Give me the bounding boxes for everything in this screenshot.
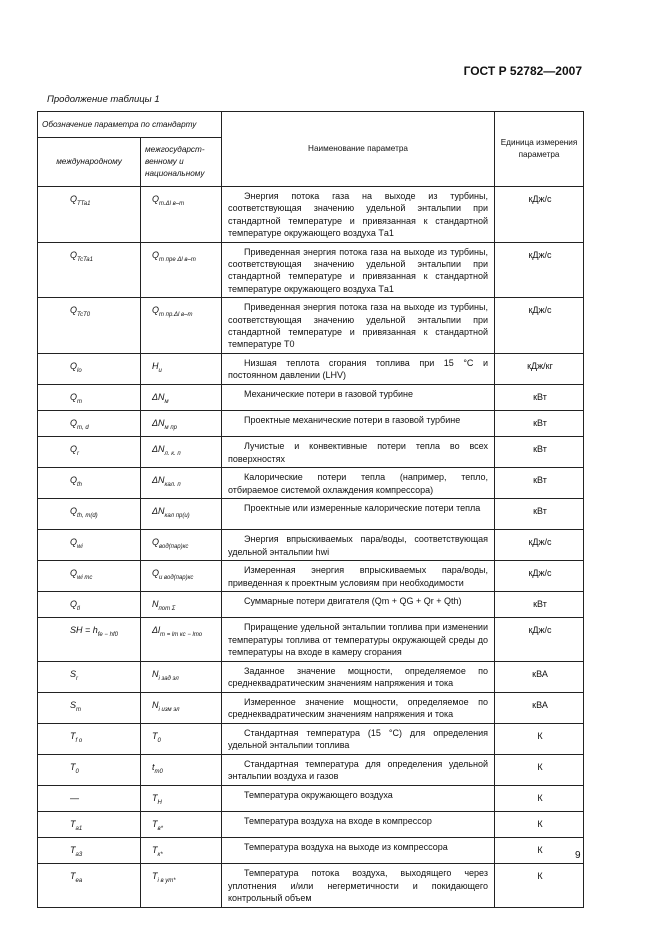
table-row	[38, 785, 584, 811]
national-symbol: $\Delta N_м$	[141, 384, 222, 410]
parameter-name: Температура воздуха на входе в компрессор	[222, 811, 495, 837]
unit: кДж/с	[495, 242, 584, 298]
parameter-name: Энергия впрыскиваемых пара/воды, соответствующая удельной энтальпии hwi	[222, 530, 495, 561]
table-row	[38, 723, 584, 754]
unit: кВт	[495, 437, 584, 468]
intl-symbol: $S_r$	[38, 661, 141, 692]
national-symbol: $\Delta N_{кал. п}$	[141, 468, 222, 499]
intl-symbol: $T_{a3}$	[38, 838, 141, 864]
intl-symbol: SH = $h_{fe - hf0}$	[38, 618, 141, 661]
unit: кВА	[495, 661, 584, 692]
table-row	[38, 561, 584, 592]
table-row	[38, 242, 584, 298]
unit: К	[495, 754, 584, 785]
parameter-name: Суммарные потери двигателя (Qm + QG + Qr + Qth)	[222, 592, 495, 618]
intl-symbol: $Q_{th}$	[38, 468, 141, 499]
parameter-name: Приращение удельной энтальпии топлива при изменении температуры топлива от температуры окружающей среды до температуры на входе в камеру сгорания	[222, 618, 495, 661]
parameter-name: Калорические потери тепла (например, тепло, отбираемое системой охлаждения компрессора)	[222, 468, 495, 499]
parameter-name: Измеренное значение мощности, определяемое по среднеквадратическим значениям напряжения и тока	[222, 692, 495, 723]
unit: кДж/с	[495, 618, 584, 661]
national-symbol: $T_{в*}$	[141, 811, 222, 837]
unit: кДж/с	[495, 187, 584, 243]
unit: кВА	[495, 692, 584, 723]
intl-symbol: $Q_{wi}$	[38, 530, 141, 561]
national-symbol: $T_{i в ут*}$	[141, 864, 222, 907]
page-number: 9	[575, 850, 581, 861]
unit: К	[495, 838, 584, 864]
national-symbol: $\Delta N_{кал пр(и)}$	[141, 499, 222, 530]
parameter-name: Температура воздуха на выходе из компрессора	[222, 838, 495, 864]
intl-symbol: $T_{a1}$	[38, 811, 141, 837]
national-symbol: $\Delta N_{л. к. п}$	[141, 437, 222, 468]
unit: кДж/с	[495, 530, 584, 561]
col-unit-header: Единица измерения параметра	[495, 112, 584, 187]
unit: кВт	[495, 384, 584, 410]
parameter-name: Стандартная температура для определения удельной энтальпии воздуха и газов	[222, 754, 495, 785]
national-symbol: $N_{i изм эл}$	[141, 692, 222, 723]
parameter-name: Энергия потока газа на выходе из турбины, соответствующая значению удельной энтальпии при стандартной температуре и привязанная к стандартной температуре окружающего воздуха Tа1	[222, 187, 495, 243]
table-row	[38, 384, 584, 410]
national-symbol: $\Delta N_{м пр}$	[141, 411, 222, 437]
intl-symbol: $Q_{TcTa1}$	[38, 242, 141, 298]
national-symbol: $N_{i зад эл}$	[141, 661, 222, 692]
parameter-name: Приведенная энергия потока газа на выходе из турбины, соответствующая значению удельной энтальпии при стандартной температуре и привязанная к стандартной температуре T0	[222, 298, 495, 354]
table-row	[38, 530, 584, 561]
table-row	[38, 692, 584, 723]
national-symbol: $H_u$	[141, 353, 222, 384]
intl-symbol: $Q_{tl}$	[38, 592, 141, 618]
national-symbol: $Q_{т.\Delta l в-т}$	[141, 187, 222, 243]
parameter-name: Проектные или измеренные калорические потери тепла	[222, 499, 495, 530]
national-symbol: $N_{пот \Sigma}$	[141, 592, 222, 618]
intl-symbol: $T_{ea}$	[38, 864, 141, 907]
intl-symbol: —	[38, 785, 141, 811]
table-row	[38, 298, 584, 354]
national-symbol: $t_{m0}$	[141, 754, 222, 785]
national-symbol: $T_0$	[141, 723, 222, 754]
unit: кВт	[495, 468, 584, 499]
parameter-name: Температура окружающего воздуха	[222, 785, 495, 811]
intl-symbol: $Q_{m, d}$	[38, 411, 141, 437]
parameter-name: Температура потока воздуха, выходящего через уплотнения и/или негерметичности и покидающего контрольный объем	[222, 864, 495, 907]
parameter-name: Измеренная энергия впрыскиваемых пара/воды, приведенная к проектным условиям при необходимости	[222, 561, 495, 592]
col-intl-header: международному	[38, 138, 141, 187]
national-symbol: $T_Н$	[141, 785, 222, 811]
table-row	[38, 187, 584, 243]
unit: кВт	[495, 411, 584, 437]
table-row	[38, 618, 584, 661]
national-symbol: $Q_{вод(пар)кс}$	[141, 530, 222, 561]
parameter-name: Приведенная энергия потока газа на выходе из турбины, соответствующая значению удельной энтальпии при стандартной температуре и привязанная к стандартной температуре окружающего воздуха Tа1	[222, 242, 495, 298]
intl-symbol: $Q_{lo}$	[38, 353, 141, 384]
national-symbol: $\Delta l_{т = lт кс - lто}$	[141, 618, 222, 661]
table-row	[38, 661, 584, 692]
table-row	[38, 468, 584, 499]
intl-symbol: $Q_{TTa1}$	[38, 187, 141, 243]
intl-symbol: $Q_{TcT0}$	[38, 298, 141, 354]
col-name-header: Наименование параметра	[222, 112, 495, 187]
table-row	[38, 864, 584, 907]
unit: К	[495, 723, 584, 754]
parameter-name: Лучистые и конвективные потери тепла во всех поверхностях	[222, 437, 495, 468]
parameters-table	[37, 111, 584, 908]
unit: кВт	[495, 592, 584, 618]
unit: кДж/кг	[495, 353, 584, 384]
unit: К	[495, 864, 584, 907]
group-header: Обозначение параметра по стандарту	[38, 112, 222, 138]
intl-symbol: $Q_r$	[38, 437, 141, 468]
table-row	[38, 592, 584, 618]
intl-symbol: $T_{f o}$	[38, 723, 141, 754]
national-symbol: $Q_{и вод(пар)кс}$	[141, 561, 222, 592]
parameter-name: Проектные механические потери в газовой турбине	[222, 411, 495, 437]
national-symbol: $Q_{т пре \Delta l в-т}$	[141, 242, 222, 298]
intl-symbol: $T_0$	[38, 754, 141, 785]
unit: кДж/с	[495, 561, 584, 592]
table-row	[38, 437, 584, 468]
intl-symbol: $S_m$	[38, 692, 141, 723]
table-row	[38, 838, 584, 864]
parameter-name: Заданное значение мощности, определяемое по среднеквадратическим значениям напряжения и тока	[222, 661, 495, 692]
unit: кВт	[495, 499, 584, 530]
table-row	[38, 811, 584, 837]
unit: К	[495, 811, 584, 837]
table-row	[38, 353, 584, 384]
parameter-name: Механические потери в газовой турбине	[222, 384, 495, 410]
national-symbol: $Q_{т пр.\Delta l в-т}$	[141, 298, 222, 354]
unit: кДж/с	[495, 298, 584, 354]
parameter-name: Стандартная температура (15 °С) для определения удельной энтальпии топлива	[222, 723, 495, 754]
table-caption: Продолжение таблицы 1	[47, 94, 160, 105]
table-row	[38, 411, 584, 437]
intl-symbol: $Q_{th, m(d)}$	[38, 499, 141, 530]
col-national-header: межгосударст-венному и национальному	[141, 138, 222, 187]
table-row	[38, 499, 584, 530]
table-row	[38, 754, 584, 785]
intl-symbol: $Q_m$	[38, 384, 141, 410]
parameter-name: Низшая теплота сгорания топлива при 15 °С и постоянном давлении (LHV)	[222, 353, 495, 384]
standard-header: ГОСТ Р 52782—2007	[463, 64, 582, 78]
unit: К	[495, 785, 584, 811]
intl-symbol: $Q_{wi mc}$	[38, 561, 141, 592]
national-symbol: $T_{к*}$	[141, 838, 222, 864]
